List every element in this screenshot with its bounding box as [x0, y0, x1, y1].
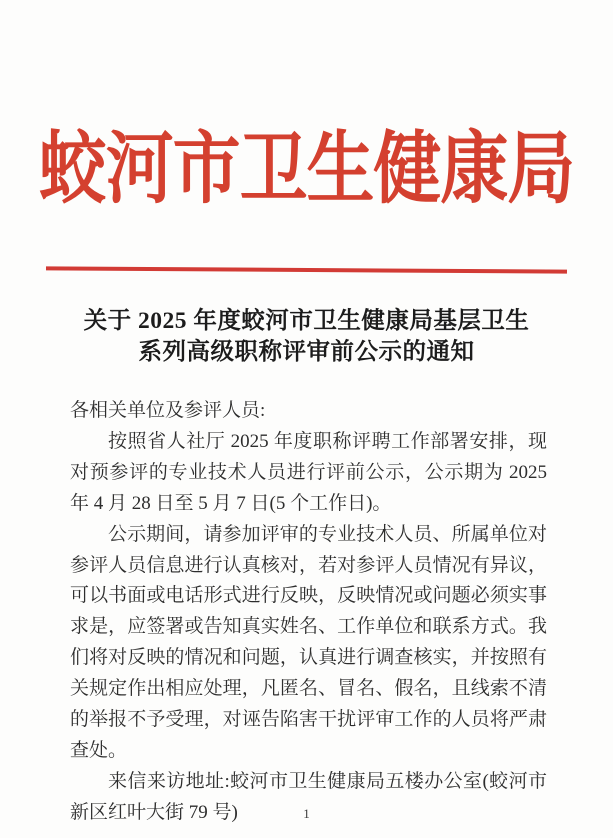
paragraph-notice-period: 按照省人社厅 2025 年度职称评聘工作部署安排，现对预参评的专业技术人员进行评前公示，公示期为 2025 年 4 月 28 日至 5 月 7 日(5 个工作日)。	[70, 430, 547, 514]
salutation: 各相关单位及参评人员:	[70, 400, 266, 421]
page-number: 1	[303, 806, 310, 821]
paragraph-feedback-rules: 公示期间，请参加评审的专业技术人员、所属单位对参评人员信息进行认真核对，若对参评人员情况有异议，可以书面或电话形式进行反映，反映情况或问题必须实事求是，应签署或告知真实姓名、工作单位和联系方式。我们将对反映的情况和问题，认真进行调查核实，并按照有关规定作出相应处理，凡匿名、冒名、假名，且线索不清的举报不予受理，对诬告陷害干扰评审工作的人员将严肃查处。	[70, 523, 547, 761]
paragraph-contact-address: 来信来访地址:蛟河市卫生健康局五楼办公室(蛟河市新区红叶大街 79 号)	[70, 770, 547, 823]
document-body	[70, 396, 547, 829]
red-separator-line	[46, 266, 567, 273]
document-title-line2: 系列高级职称评审前公示的通知	[138, 339, 475, 365]
letterhead-title: 蛟河市卫生健康局	[38, 127, 575, 214]
document-title	[30, 306, 583, 368]
document-title-line1: 关于 2025 年度蛟河市卫生健康局基层卫生	[83, 308, 530, 334]
